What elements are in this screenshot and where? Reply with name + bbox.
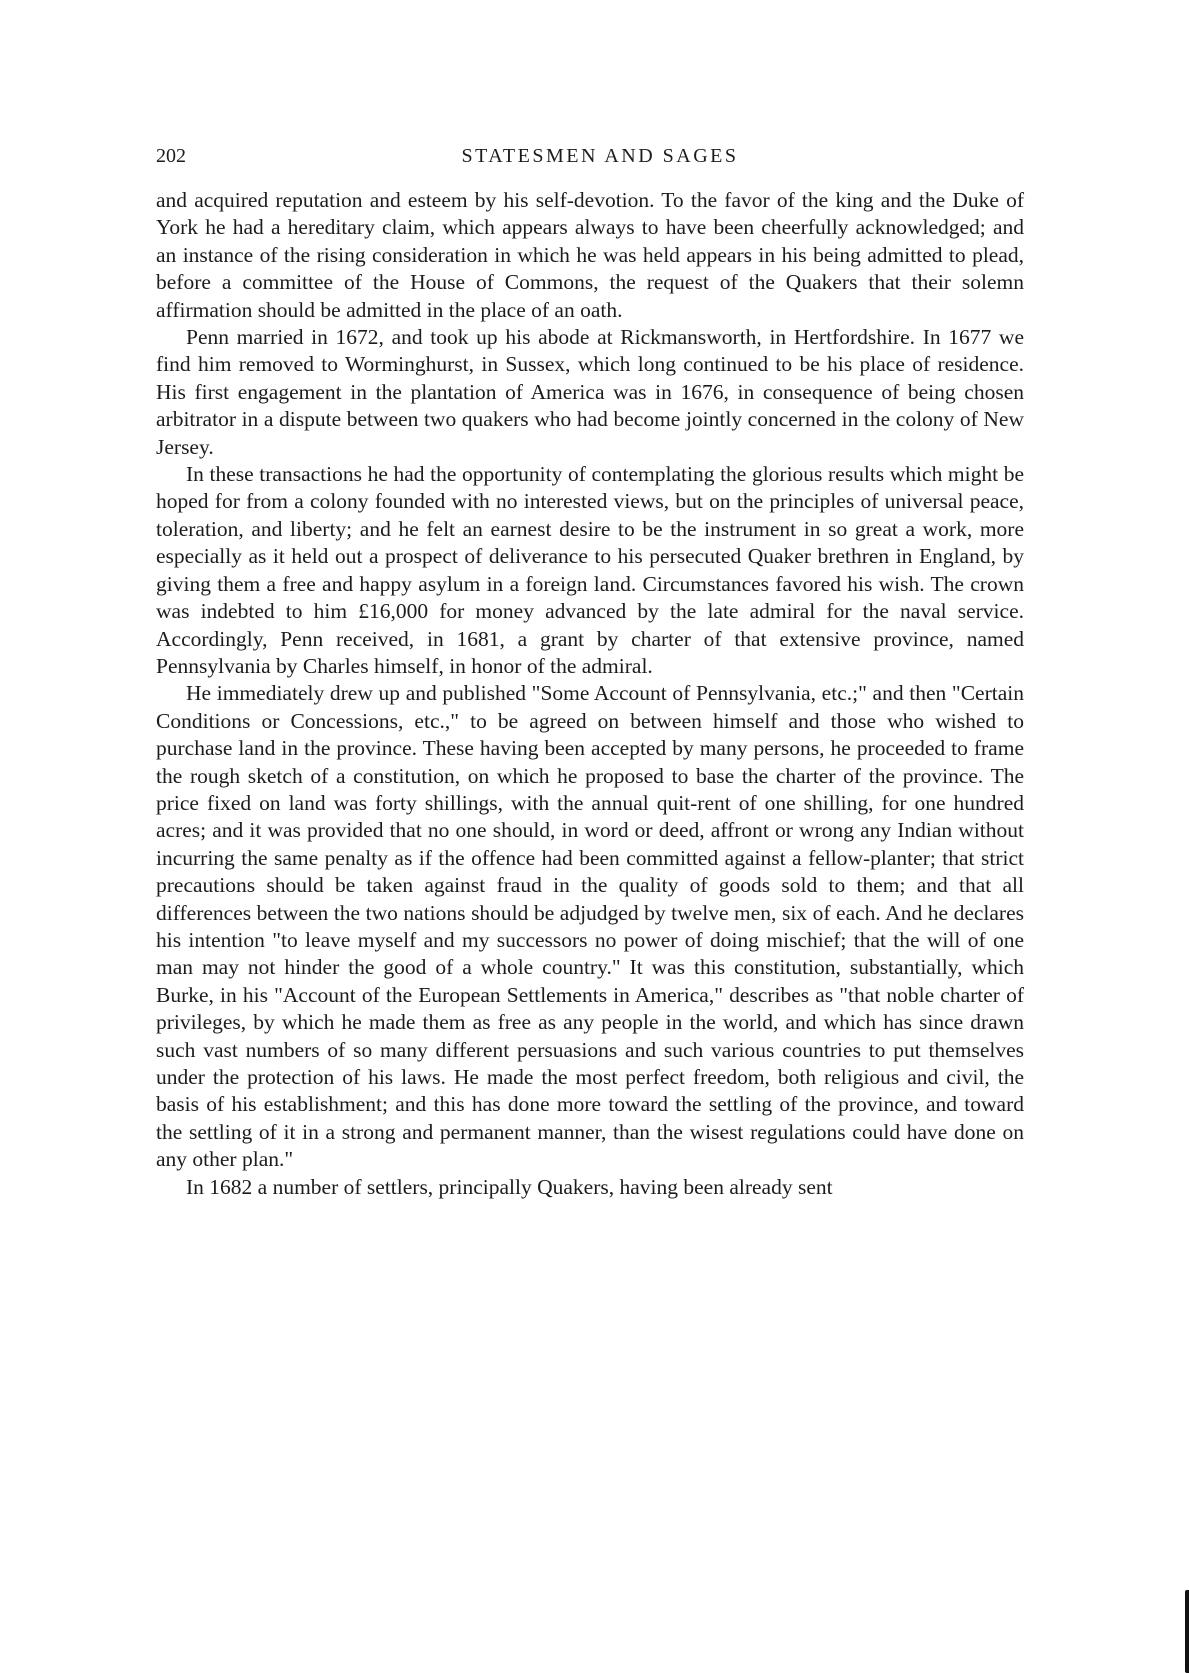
paragraph-settlers-1682: In 1682 a number of settlers, principally Quakers, having been already sent (186, 1174, 833, 1199)
running-head (156, 140, 1024, 172)
page-edge-mark (1185, 1590, 1189, 1673)
body-text (156, 187, 1024, 1201)
paragraph-constitution: He immediately drew up and published "Some Account of Pennsylvania, etc.;" and then "Certain Conditions or Concessions, etc.," to be agreed on between himself and those who wished to purchase land in the province. These having been accepted by many persons, he proceeded to frame the rough sketch of a constitution, on which he proposed to base the charter of the province. The price fixed on land was forty shillings, with the annual quit-rent of one shilling, for one hundred acres; and it was provided that no one should, in word or deed, affront or wrong any Indian without incurring the same penalty as if the offence had been committed against a fellow-planter; that strict precautions should be taken against fraud in the quality of goods sold to them; and that all differences between the two nations should be adjudged by twelve men, six of each. And he declares his intention "to leave myself and my successors no power of doing mischief; that the will of one man may not hinder the good of a whole country." It was this constitution, substantially, which Burke, in his "Account of the European Settlements in America," describes as "that noble charter of privileges, by which he made them as free as any people in the world, and which has since drawn such vast numbers of so many different persuasions and such various countries to put themselves under the protection of his laws. He made the most perfect freedom, both religious and civil, the basis of his establishment; and this has done more toward the settling of the province, and toward the settling of it in a strong and permanent manner, than the wisest regulations could have done on any other plan." (156, 681, 1024, 1172)
paragraph-colony-desire: In these transactions he had the opportunity of contemplating the glorious results which might be hoped for from a colony founded with no interested views, but on the principles of universal peace, toleration, and liberty; and he felt an earnest desire to be the instrument in so great a work, more especially as it held out a prospect of deliverance to his persecuted Quaker brethren in England, by giving them a free and happy asylum in a foreign land. Circumstances favored his wish. The crown was indebted to him £16,000 for money advanced by the late admiral for the naval service. Accordingly, Penn received, in 1681, a grant by charter of that extensive province, named Pennsylvania by Charles himself, in honor of the admiral. (156, 462, 1024, 678)
page-number: 202 (156, 145, 186, 167)
running-title: STATESMEN AND SAGES (461, 145, 739, 167)
paragraph-continued: and acquired reputation and esteem by his self-devotion. To the favor of the king and the Duke of York he had a hereditary claim, which appears always to have been cheerfully acknowledged; and an instance of the rising consideration in which he was held appears in his being admitted to plead, before a committee of the House of Commons, the request of the Quakers that their solemn affirmation should be admitted in the place of an oath. (156, 188, 1024, 322)
paragraph-penn-marriage: Penn married in 1672, and took up his abode at Rickmansworth, in Hertfordshire. In 1677 we find him removed to Worminghurst, in Sussex, which long continued to be his place of residence. His first engagement in the plantation of America was in 1676, in consequence of being chosen arbitrator in a dispute between two quakers who had become jointly concerned in the colony of New Jersey. (156, 325, 1024, 459)
